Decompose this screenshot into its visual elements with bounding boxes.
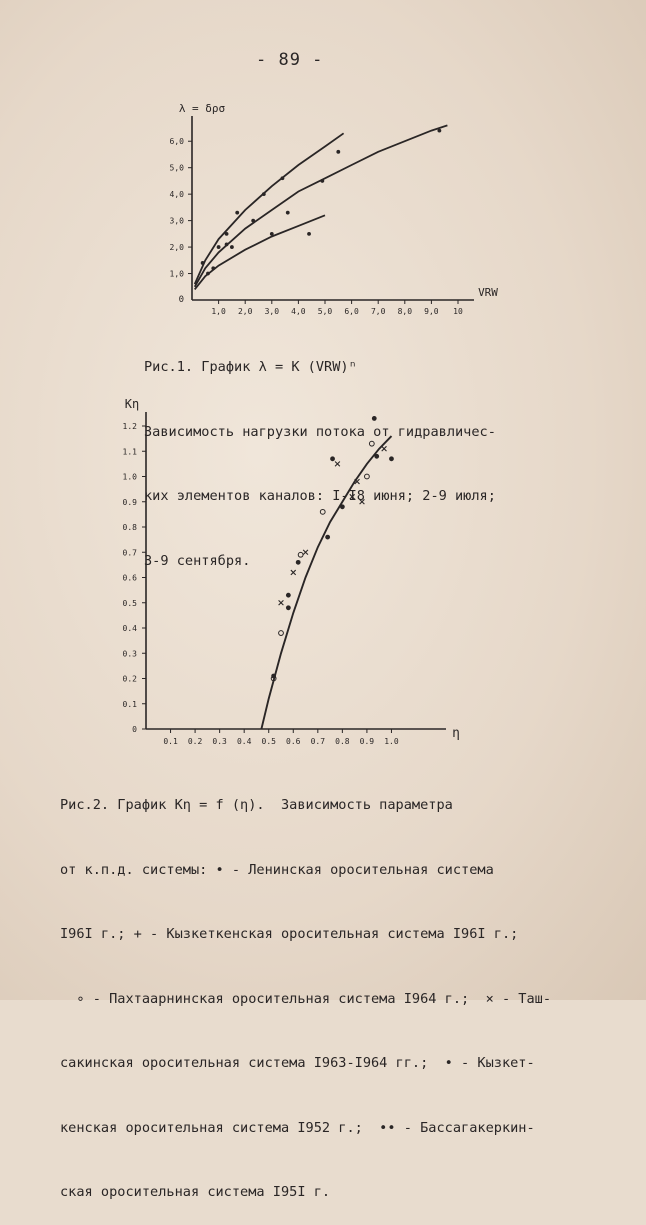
fig2-data-point <box>279 631 284 636</box>
fig1-data-point <box>201 261 205 265</box>
fig2-x-tick-label: 0.3 <box>212 737 227 746</box>
fig2-y-tick-label: 1.0 <box>122 472 137 482</box>
fig2-y-tick-label: 0.9 <box>122 497 137 507</box>
fig1-data-point <box>270 232 274 236</box>
fig1-data-point <box>262 192 266 196</box>
caption-2-line: сакинская оросительная система I963-I964 гг.; • - Кызкет- <box>60 1055 535 1071</box>
fig2-x-tick-label: 0.7 <box>310 737 326 746</box>
fig1-x-tick-label: 2,0 <box>237 307 253 316</box>
fig1-x-tick-label: 5,0 <box>317 307 333 316</box>
caption-1-line: 3-9 сентября. <box>144 552 251 569</box>
fig1-y-axis-label: λ = δρσ <box>178 102 226 115</box>
fig1-x-tick-label: 3,0 <box>264 307 280 316</box>
fig2-x-tick-label: 0.5 <box>261 737 276 746</box>
fig1-data-point <box>235 211 239 215</box>
caption-2-line: от к.п.д. системы: • - Ленинская оросительная система <box>60 861 494 878</box>
fig2-y-tick-label: 0.3 <box>122 649 137 659</box>
fig2-x-tick-label: 0.9 <box>359 737 375 746</box>
fig2-y-tick-label: 0 <box>132 725 137 734</box>
fig2-y-tick-label: 0.2 <box>122 674 137 684</box>
fig2-y-tick-label: 0.7 <box>122 548 137 558</box>
fig1-data-point <box>217 245 221 249</box>
fig2-data-point <box>286 605 291 610</box>
fig1-y-tick-label: 4,0 <box>169 190 184 200</box>
fig1-x-tick-label: 10 <box>453 307 463 316</box>
caption-2-line: кенская оросительная система I952 г.; •• - Бассагакеркин- <box>60 1119 535 1136</box>
fig1-x-tick-label: 7,0 <box>370 307 386 316</box>
fig1-x-axis-label: VRW <box>478 286 498 299</box>
fig2-y-tick-label: 0.8 <box>122 523 137 532</box>
fig1-data-point <box>206 272 210 276</box>
fig1-data-point <box>437 129 441 133</box>
fig2-x-tick-label: 0.8 <box>335 737 350 746</box>
fig2-x-tick-label: 0.1 <box>163 737 178 746</box>
caption-2-line: I96I г.; + - Кызкеткенская оросительная система I96I г.; <box>60 926 519 942</box>
fig1-curve-3 <box>195 215 325 289</box>
fig1-origin-label: 0 <box>178 295 184 305</box>
fig2-x-tick-label: 0.4 <box>236 737 252 746</box>
fig1-data-point <box>286 211 290 215</box>
fig2-y-tick-label: 1.2 <box>122 422 137 431</box>
fig2-y-tick-label: 0.4 <box>122 624 137 633</box>
fig1-data-point <box>211 266 215 270</box>
figure-1-caption <box>144 314 496 594</box>
fig2-y-tick-label: 1.1 <box>122 447 137 457</box>
fig1-data-point <box>281 176 285 180</box>
fig1-x-tick-label: 4,0 <box>291 307 306 316</box>
fig2-data-point <box>279 600 284 605</box>
fig1-y-tick-label: 3,0 <box>169 216 184 226</box>
caption-1-line: ких элементов каналов: I-I8 июня; 2-9 июля; <box>144 488 496 504</box>
caption-1-line: Зависимость нагрузки потока от гидравличес- <box>144 423 496 440</box>
fig1-data-point <box>230 245 234 249</box>
fig2-x-axis-label: η <box>452 726 460 741</box>
fig1-data-point <box>251 219 255 223</box>
fig1-data-point <box>225 232 229 236</box>
fig2-y-tick-label: 0.5 <box>122 598 137 608</box>
fig1-curve-1 <box>195 133 344 284</box>
caption-2-line: Рис.2. График Kη = f (η). Зависимость параметра <box>60 797 453 813</box>
fig2-y-tick-label: 0.6 <box>122 573 137 583</box>
fig1-y-tick-label: 5,0 <box>169 163 184 173</box>
figure-2-caption <box>60 752 551 1225</box>
fig2-x-tick-label: 1.0 <box>384 737 399 746</box>
fig1-y-tick-label: 6,0 <box>169 137 184 147</box>
fig1-data-point <box>320 179 324 183</box>
fig2-x-tick-label: 0.6 <box>286 737 301 746</box>
fig1-x-tick-label: 6,0 <box>344 307 359 316</box>
fig2-x-tick-label: 0.2 <box>187 737 203 746</box>
fig1-x-tick-label: 9,0 <box>424 307 439 316</box>
caption-1-line: Рис.1. График λ = K (VRW)ⁿ <box>144 359 357 375</box>
fig1-y-tick-label: 1,0 <box>169 269 184 279</box>
caption-2-line: ская оросительная система I95I г. <box>60 1184 331 1200</box>
fig1-data-point <box>307 232 311 236</box>
fig1-y-tick-label: 2,0 <box>169 243 184 253</box>
page-number: - 89 - <box>256 50 324 70</box>
fig1-x-tick-label: 1,0 <box>211 307 226 316</box>
fig2-y-axis-label: Kη <box>124 397 140 411</box>
fig1-x-tick-label: 8,0 <box>397 307 413 316</box>
caption-2-line: ∘ - Пахтаарнинская оросительная система I964 г.; × - Таш- <box>60 990 552 1007</box>
fig1-data-point <box>225 243 229 247</box>
fig2-y-tick-label: 0.1 <box>122 699 137 709</box>
fig1-data-point <box>336 150 340 154</box>
